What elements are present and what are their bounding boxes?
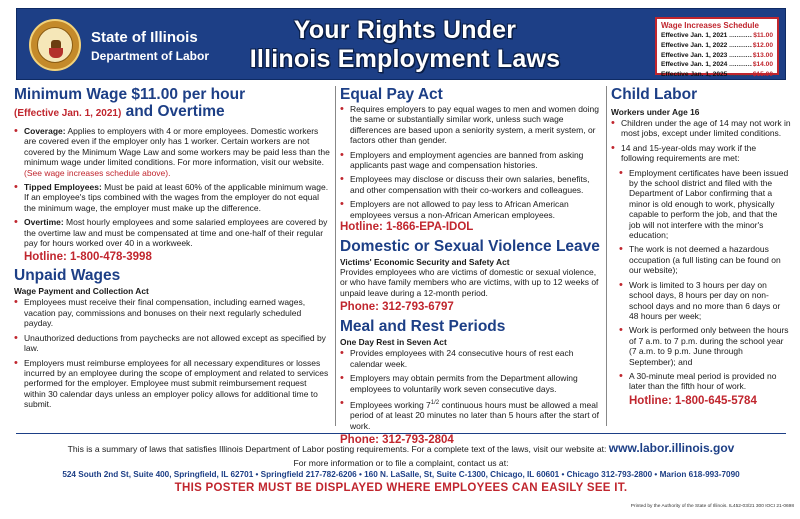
wage-schedule-title: Wage Increases Schedule bbox=[661, 21, 759, 30]
list-item: • Employers and employment agencies are banned from asking applicants past wage and compensation histories. bbox=[340, 150, 602, 171]
wage-row: Effective Jan. 1, 2022 ..... $12.00 bbox=[661, 41, 773, 51]
list-item: • Provides employees with 24 consecutive hours of rest each calendar week. bbox=[340, 348, 602, 369]
poster-title-line2: Illinois Employment Laws bbox=[249, 45, 561, 73]
minimum-wage-heading: Minimum Wage $11.00 per hour bbox=[14, 86, 246, 103]
wage-row: Effective Jan. 1, 2021 ..... $11.00 bbox=[661, 31, 773, 41]
footer-summary: This is a summary of laws that satisfies Illinois Department of Labor posting requirements. For a complete text of the laws, visit our website at: www.labor.illinois.gov bbox=[67, 441, 735, 455]
list-item: • Children under the age of 14 may not work in most jobs, except under limited conditions. bbox=[611, 118, 791, 139]
footer-offices: 524 South 2nd St, Suite 400, Springfield, IL 62701 • Springfield 217-782-6206 • 160 N. LaSalle, St, Suite C-1300, Chicago, IL 60601 • Chicago 312-793-2800 • Marion 618-993-7090 bbox=[62, 470, 740, 479]
meal-rest-subheading: One Day Rest in Seven Act bbox=[340, 337, 447, 348]
list-item: • Work is limited to 3 hours per day on school days, 8 hours per day on non-school days and no more than 6 days or 48 hours per week; bbox=[619, 280, 791, 322]
dv-leave-phone: Phone: 312-793-6797 bbox=[340, 301, 454, 314]
column-divider bbox=[606, 86, 607, 426]
wage-row: Effective Jan. 1, 2023 ..... $13.00 bbox=[661, 51, 773, 61]
list-item: • Unauthorized deductions from paychecks are not allowed except as specified by law. bbox=[14, 333, 330, 354]
equal-pay-hotline: Hotline: 1-866-EPA-IDOL bbox=[340, 221, 474, 234]
footer-divider bbox=[16, 433, 786, 434]
list-item: • 14 and 15-year-olds may work if the following requirements are met: bbox=[611, 143, 791, 164]
child-labor-subheading: Workers under Age 16 bbox=[611, 107, 700, 117]
list-item: • Work is performed only between the hours of 7 a.m. to 7 p.m. during the school year (7 a.m. to 9 p.m. June through September); and bbox=[619, 325, 791, 367]
wage-row: Effective Jan. 1, 2025 ..... $15.00 bbox=[661, 70, 773, 80]
website-link[interactable]: www.labor.illinois.gov bbox=[608, 441, 735, 455]
overtime-item: • Overtime: Most hourly employees and some salaried employees are covered by the overtime law and must be compensated at time and one-half of their regular pay for hours worked over 40 in a workweek. bbox=[14, 217, 330, 248]
list-item: • Employers are not allowed to pay less to African American employees versus a non-African American employees. bbox=[340, 199, 602, 220]
state-seal-icon bbox=[29, 19, 81, 71]
minimum-wage-hotline: Hotline: 1-800-478-3998 bbox=[24, 251, 152, 264]
column-right bbox=[611, 86, 791, 407]
column-middle bbox=[340, 86, 602, 446]
poster-title-line1: Your Rights Under bbox=[293, 16, 517, 44]
list-item: • Employees working $7^{1/2}$ continuous hours must be allowed a meal period of at least 20 minutes no later than 5 hours after the start of work. bbox=[340, 398, 602, 431]
list-item: • A 30-minute meal period is provided no later than the fifth hour of work. bbox=[619, 371, 791, 392]
column-divider bbox=[335, 86, 336, 426]
equal-pay-heading: Equal Pay Act bbox=[340, 86, 443, 103]
dv-leave-subheading: Victims' Economic Security and Safety Act bbox=[340, 257, 510, 268]
printed-by-note: Printed by the Authority of the State of Illinois. IL452-03/21 300 IOCI 21-0698 bbox=[630, 504, 794, 509]
column-left bbox=[14, 86, 330, 410]
department-name: Department of Labor bbox=[91, 49, 210, 63]
list-item: • Employees may disclose or discuss their own salaries, benefits, and other compensation with their co-workers and colleagues. bbox=[340, 174, 602, 195]
state-name: State of Illinois bbox=[91, 29, 198, 46]
wage-row: Effective Jan. 1, 2024 ..... $14.00 bbox=[661, 60, 773, 70]
footer-contact: For more information or to file a complaint, contact us at: bbox=[293, 458, 509, 468]
list-item: • Employers may obtain permits from the Department allowing employees to voluntarily work seven consecutive days. bbox=[340, 373, 602, 394]
list-item: • Employment certificates have been issued by the school district and filed with the Department of Labor confirming that a minor is old enough to work, physically capable to perform the job, and that the job will not interfere with the minor's education; bbox=[619, 168, 791, 241]
minimum-wage-heading-line2: (Effective Jan. 1, 2021) and Overtime bbox=[14, 103, 225, 120]
child-labor-hotline: Hotline: 1-800-645-5784 bbox=[629, 394, 757, 407]
coverage-item: • Coverage: Applies to employers with 4 or more employees. Domestic workers are covered even if the employer only has 1 worker. Certain workers are not covered by the Minimum Wage Law and some workers may be paid less than the minimum wage under limited conditions. For more information, visit our website. (See wage increases schedule above). bbox=[14, 126, 330, 178]
list-item: • Requires employers to pay equal wages to men and women doing the same or substantially similar work, unless such wage differences are based upon a seniority system, a merit system, or factors other than gender. bbox=[340, 104, 602, 146]
dv-leave-text: Provides employees who are victims of domestic or sexual violence, or who have family members who are victims, with up to 12 weeks of unpaid leave during a 12-month period. bbox=[340, 267, 599, 298]
header-banner bbox=[16, 8, 786, 80]
unpaid-wages-heading: Unpaid Wages bbox=[14, 267, 121, 285]
wage-increase-schedule bbox=[655, 17, 779, 79]
unpaid-wages-subheading: Wage Payment and Collection Act bbox=[14, 286, 149, 297]
child-labor-heading: Child Labor bbox=[611, 86, 698, 103]
meal-rest-heading: Meal and Rest Periods bbox=[340, 318, 506, 336]
list-item: • Employees must receive their final compensation, including earned wages, vacation pay, commissions and bonuses on their next regularly scheduled payday. bbox=[14, 297, 330, 328]
list-item: • Employers must reimburse employees for all necessary expenditures or losses incurred by an employee during the scope of employment and related to services performed for the employer. Employee must submit reimbursement request within 30 calendar days unless an employer policy allows for additional time to submit. bbox=[14, 358, 330, 410]
meal-rest-phone: Phone: 312-793-2804 bbox=[340, 433, 454, 446]
list-item: • The work is not deemed a hazardous occupation (a full listing can be found on our website); bbox=[619, 244, 791, 275]
tipped-employees-item: • Tipped Employees: Must be paid at least 60% of the applicable minimum wage. If an employee's tips combined with the wages from the employer do not equal the minimum wage, the employer must make up the difference. bbox=[14, 182, 330, 213]
display-notice: THIS POSTER MUST BE DISPLAYED WHERE EMPLOYEES CAN EASILY SEE IT. bbox=[174, 482, 628, 494]
dv-leave-heading: Domestic or Sexual Violence Leave bbox=[340, 238, 600, 256]
